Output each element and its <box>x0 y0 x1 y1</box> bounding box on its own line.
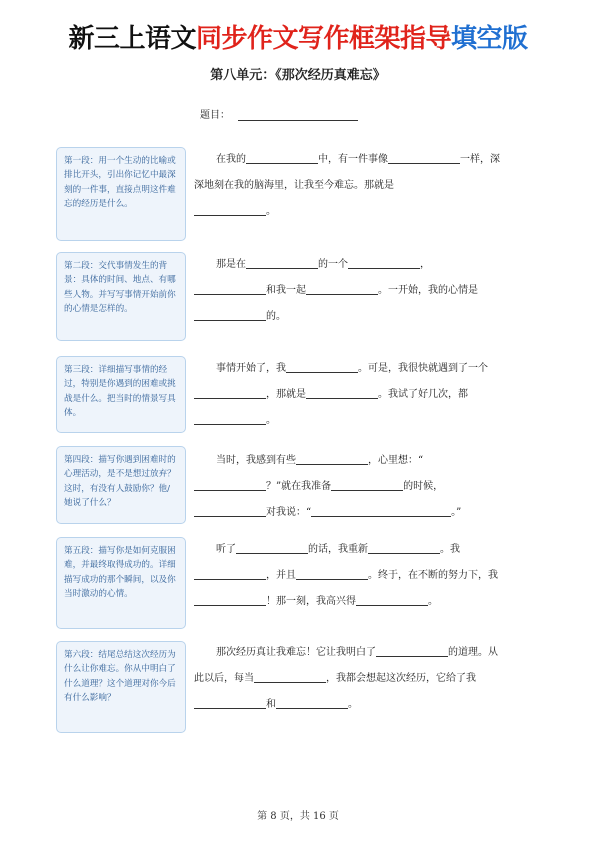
p1-text: 中，有一件事像 <box>318 154 388 165</box>
fill-blank[interactable] <box>254 670 326 683</box>
title-part-black: 新三上语文 <box>68 24 196 54</box>
paragraph-2 <box>194 252 504 330</box>
p2-text: 的。 <box>266 311 286 322</box>
guide-card-3: 第三段：详细描写事情的经过，特别是你遇到的困难或挑战是什么。把当时的情景写具体。 <box>56 356 186 433</box>
guide-card-4: 第四段：描写你遇到困难时的心理活动，是不是想过放弃？这时，有没有人鼓励你？他/她说了什么？ <box>56 446 186 524</box>
unit-subtitle: 第八单元：《那次经历真难忘》 <box>210 68 386 83</box>
fill-blank[interactable] <box>194 504 266 517</box>
title-part-red: 同步作文写作框架指导 <box>195 24 451 54</box>
p1-text: 一样，深深地刻在我的脑海里，让我至今难忘。那就是 <box>194 154 500 191</box>
fill-blank[interactable] <box>286 360 358 373</box>
fill-blank[interactable] <box>194 478 266 491</box>
fill-blank[interactable] <box>376 644 448 657</box>
fill-blank[interactable] <box>194 308 266 321</box>
p5-text: ！那一刻，我高兴得 <box>266 596 356 607</box>
fill-blank[interactable] <box>246 256 318 269</box>
fill-blank[interactable] <box>194 412 266 425</box>
fill-blank[interactable] <box>311 504 451 517</box>
p3-text: 。可是，我很快就遇到了一个 <box>358 363 488 374</box>
p4-text: 。” <box>451 507 462 518</box>
fill-blank[interactable] <box>348 256 420 269</box>
p6-text: 的道理。从此以后，每当 <box>194 647 498 684</box>
p2-text: 那是在 <box>216 259 246 270</box>
p2-text: 。一开始，我的心情是 <box>378 285 478 296</box>
title-part-blue: 填空版 <box>451 24 528 54</box>
fill-blank[interactable] <box>306 386 378 399</box>
fill-blank[interactable] <box>368 541 440 554</box>
p4-text: 的时候， <box>403 481 444 492</box>
p4-text: ？”就在我准备 <box>266 481 332 492</box>
p6-text: 那次经历真让我难忘！它让我明白了 <box>216 647 376 658</box>
p2-text: ， <box>420 259 430 270</box>
guide-card-1: 第一段：用一个生动的比喻或排比开头，引出你记忆中最深刻的一件事，直接点明这件难忘的经历是什么。 <box>56 147 186 241</box>
fill-blank[interactable] <box>296 452 368 465</box>
p1-text: 在我的 <box>216 154 246 165</box>
fill-blank[interactable] <box>236 541 308 554</box>
paragraph-4 <box>194 448 504 526</box>
p2-text: 的一个 <box>318 259 348 270</box>
fill-blank[interactable] <box>194 203 266 216</box>
p2-text: 和我一起 <box>266 285 306 296</box>
fill-blank[interactable] <box>194 386 266 399</box>
fill-blank[interactable] <box>194 567 266 580</box>
fill-blank[interactable] <box>331 478 403 491</box>
paragraph-1 <box>194 147 504 225</box>
guide-card-6: 第六段：结尾总结这次经历为什么让你难忘。你从中明白了什么道理？这个道理对你今后有什么影响？ <box>56 641 186 733</box>
page-title <box>0 18 596 55</box>
p3-text: 。我试了好几次，都 <box>378 389 468 400</box>
p3-text: 。 <box>266 415 276 426</box>
p5-text: 。终于，在不断的努力下，我 <box>368 570 498 581</box>
fill-blank[interactable] <box>306 282 378 295</box>
p5-text: 听了 <box>216 544 236 555</box>
p4-text: ，心里想：“ <box>368 455 424 466</box>
guide-card-5: 第五段：描写你是如何克服困难，并最终取得成功的。详细描写成功的那个瞬间，以及你当时激动的心情。 <box>56 537 186 629</box>
topic-blank[interactable] <box>238 108 358 121</box>
fill-blank[interactable] <box>194 696 266 709</box>
paragraph-5 <box>194 537 504 615</box>
p1-text: 。 <box>266 206 276 217</box>
topic-label: 题目： <box>200 110 230 121</box>
p3-text: ，那就是 <box>266 389 306 400</box>
topic-line <box>200 106 358 121</box>
p3-text: 事情开始了，我 <box>216 363 286 374</box>
p5-text: ，并且 <box>266 570 296 581</box>
p5-text: 。我 <box>440 544 460 555</box>
fill-blank[interactable] <box>276 696 348 709</box>
fill-blank[interactable] <box>388 151 460 164</box>
fill-blank[interactable] <box>356 593 428 606</box>
guide-card-2: 第二段：交代事情发生的背景：具体的时间、地点、有哪些人物。并写写事情开始前你的心情是怎样的。 <box>56 252 186 341</box>
fill-blank[interactable] <box>246 151 318 164</box>
p4-text: 当时，我感到有些 <box>216 455 296 466</box>
fill-blank[interactable] <box>194 593 266 606</box>
p5-text: 。 <box>428 596 438 607</box>
p6-text: 和 <box>266 699 276 710</box>
p6-text: 。 <box>348 699 358 710</box>
p6-text: ，我都会想起这次经历，它给了我 <box>326 673 476 684</box>
page-number: 第 8 页，共 16 页 <box>257 811 339 822</box>
paragraph-6 <box>194 640 504 718</box>
fill-blank[interactable] <box>296 567 368 580</box>
p4-text: 对我说：“ <box>266 507 312 518</box>
p5-text: 的话，我重新 <box>308 544 368 555</box>
fill-blank[interactable] <box>194 282 266 295</box>
paragraph-3 <box>194 356 504 434</box>
